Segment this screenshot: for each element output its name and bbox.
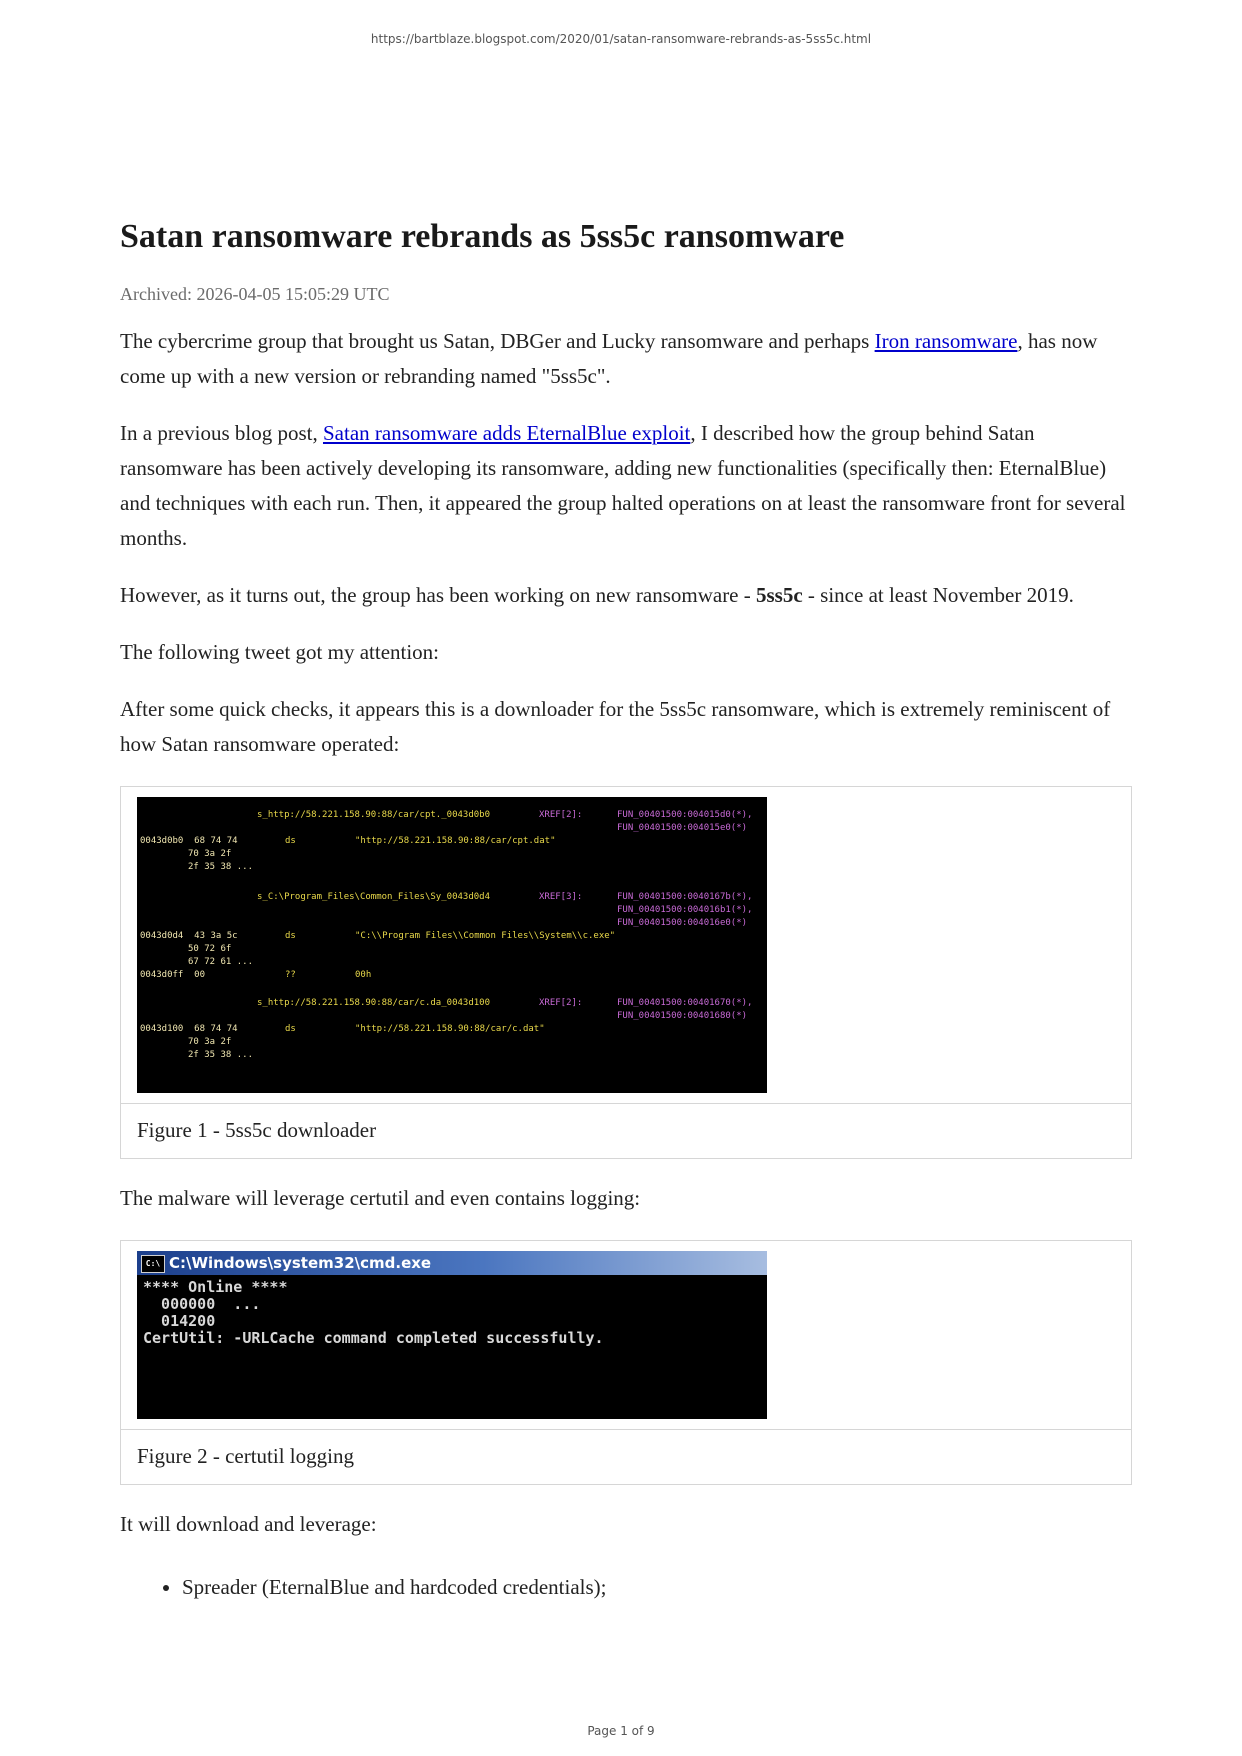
- paragraph-previous-text-2: , I described how the group behind Satan ransomware has been actively developing its ransomware, adding new functionalities (specifically then: EternalBlue) and techniques with each run. Then, it appeared the group halted operations on at least the ransomware front for several months.: [120, 421, 1126, 550]
- page-number: Page 1 of 9: [587, 1724, 655, 1738]
- iron-ransomware-link[interactable]: Iron ransomware: [874, 329, 1018, 353]
- disassembly-line: XREF[2]:: [539, 998, 583, 1008]
- paragraph-downloader: After some quick checks, it appears this is a downloader for the 5ss5c ransomware, which is extremely reminiscent of how Satan ransomware operated:: [120, 697, 1111, 756]
- disassembly-line: s_http://58.221.158.90:88/car/c.da_0043d100: [257, 998, 490, 1008]
- leverage-list: [120, 1570, 1132, 1605]
- disassembly-line: 70 3a 2f: [188, 849, 232, 859]
- disassembly-line: 00h: [355, 970, 372, 980]
- disassembly-line: FUN_00401500:004016b1(*),: [617, 905, 753, 915]
- article: [120, 212, 1132, 1605]
- figure-1-image-cell: [121, 787, 1131, 1104]
- figure-2: [120, 1240, 1132, 1485]
- disassembly-line: ds: [285, 931, 296, 941]
- disassembly-line: "http://58.221.158.90:88/car/cpt.dat": [355, 836, 556, 846]
- eternalblue-post-link[interactable]: Satan ransomware adds EternalBlue exploit: [322, 421, 691, 445]
- cmd-screenshot: [137, 1251, 767, 1419]
- figure-1: [120, 786, 1132, 1159]
- disassembly-line: ??: [285, 970, 296, 980]
- disassembly-line: 0043d0ff 00: [140, 970, 206, 980]
- paragraph-intro-text-2: , has now come up with a new version or rebranding named "5ss5c".: [120, 329, 1098, 388]
- paragraph-previous-post: [120, 416, 1132, 556]
- disassembly-line: "http://58.221.158.90:88/car/c.dat": [355, 1024, 545, 1034]
- disassembly-line: s_C:\Program_Files\Common_Files\Sy_0043d0d4: [257, 892, 490, 902]
- paragraph-5ss5c-text-1: However, as it turns out, the group has been working on new ransomware -: [120, 583, 756, 607]
- disassembly-line: ds: [285, 1024, 296, 1034]
- cmd-window-title: C:\Windows\system32\cmd.exe: [169, 1254, 432, 1272]
- cmd-console-output: **** Online **** 000000 ... 014200 CertUtil: -URLCache command completed successfully.: [143, 1278, 604, 1347]
- list-item: • Spreader (EternalBlue and hardcoded credentials);: [182, 1570, 1132, 1605]
- disassembly-line: 2f 35 38 ...: [188, 862, 254, 872]
- disassembly-line: s_http://58.221.158.90:88/car/cpt._0043d0b0: [257, 810, 490, 820]
- article-title: Satan ransomware rebrands as 5ss5c ransomware: [120, 218, 845, 255]
- disassembly-line: FUN_00401500:004015e0(*): [617, 823, 748, 833]
- paragraph-5ss5c-text-2: - since at least November 2019.: [802, 583, 1074, 607]
- page-url-header: https://bartblaze.blogspot.com/2020/01/satan-ransomware-rebrands-as-5ss5c.html: [370, 32, 872, 46]
- disassembly-line: 2f 35 38 ...: [188, 1050, 254, 1060]
- paragraph-certutil: The malware will leverage certutil and even contains logging:: [120, 1186, 641, 1210]
- disassembly-line: 0043d0d4 43 3a 5c: [140, 931, 238, 941]
- paragraph-intro: [120, 324, 1132, 394]
- paragraph-download-leverage: It will download and leverage:: [120, 1512, 377, 1536]
- paragraph-5ss5c: [120, 578, 1132, 613]
- figure-2-caption: Figure 2 - certutil logging: [137, 1444, 354, 1468]
- disassembly-line: FUN_00401500:004015d0(*),: [617, 810, 753, 820]
- paragraph-intro-text-1: The cybercrime group that brought us Satan, DBGer and Lucky ransomware and perhaps: [120, 329, 875, 353]
- disassembly-line: 67 72 61 ...: [188, 957, 254, 967]
- 5ss5c-bold: 5ss5c: [756, 583, 803, 607]
- disassembly-line: FUN_00401500:004016e0(*): [617, 918, 748, 928]
- disassembly-line: 70 3a 2f: [188, 1037, 232, 1047]
- figure-1-caption: Figure 1 - 5ss5c downloader: [137, 1118, 377, 1142]
- disassembly-screenshot: [137, 797, 767, 1093]
- disassembly-line: FUN_00401500:00401670(*),: [617, 998, 753, 1008]
- paragraph-previous-text-1: In a previous blog post,: [120, 421, 323, 445]
- disassembly-line: XREF[2]:: [539, 810, 583, 820]
- disassembly-line: 0043d100 68 74 74: [140, 1024, 238, 1034]
- disassembly-line: FUN_00401500:00401680(*): [617, 1011, 748, 1021]
- disassembly-line: 0043d0b0 68 74 74: [140, 836, 238, 846]
- paragraph-tweet: The following tweet got my attention:: [120, 640, 440, 664]
- cmd-window-titlebar: [137, 1251, 767, 1275]
- disassembly-line: XREF[3]:: [539, 892, 583, 902]
- disassembly-line: 50 72 6f: [188, 944, 232, 954]
- disassembly-line: "C:\\Program Files\\Common Files\\System\\c.exe": [355, 931, 616, 941]
- archived-timestamp: Archived: 2026-04-05 15:05:29 UTC: [120, 284, 390, 304]
- disassembly-line: ds: [285, 836, 296, 846]
- figure-2-image-cell: [121, 1241, 1131, 1430]
- disassembly-line: FUN_00401500:0040167b(*),: [617, 892, 753, 902]
- cmd-window-icon: C:\: [141, 1255, 165, 1273]
